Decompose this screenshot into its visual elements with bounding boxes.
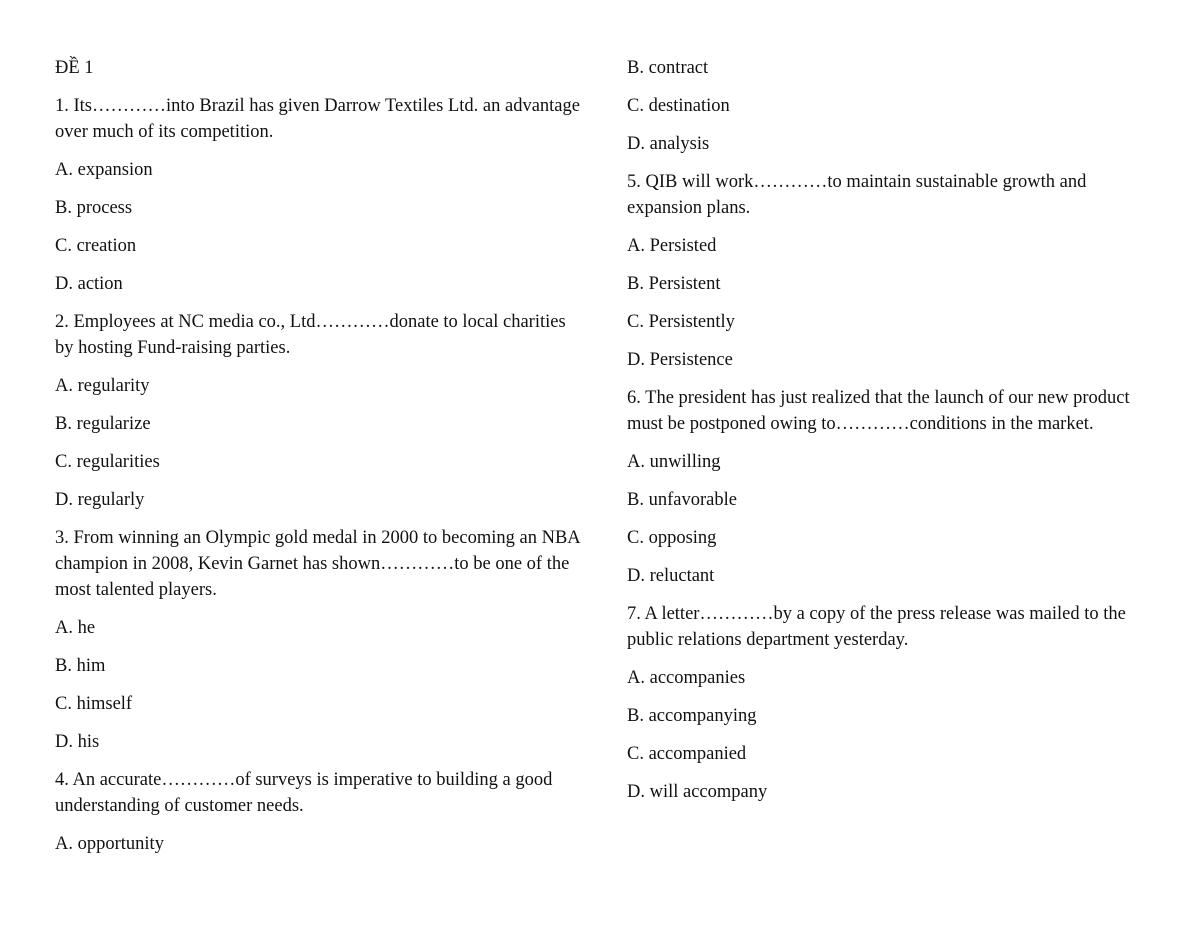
q5-option-d: D. Persistence <box>627 350 733 370</box>
q4-option-d: D. analysis <box>627 134 710 154</box>
question-1: 1. Its…………into Brazil has given Darrow Textiles Ltd. an advantage over much of its competition. <box>55 96 580 142</box>
q7-option-c: C. accompanied <box>627 744 747 764</box>
q6-option-b: B. unfavorable <box>627 490 737 510</box>
q7-option-a: A. accompanies <box>627 668 746 688</box>
q4-option-b: B. contract <box>627 58 709 78</box>
question-2: 2. Employees at NC media co., Ltd…………donate to local charities by hosting Fund-raising parties. <box>55 312 566 358</box>
left-column <box>55 55 580 869</box>
q4-option-c: C. destination <box>627 96 730 116</box>
q1-option-b: B. process <box>55 198 133 218</box>
question-5: 5. QIB will work…………to maintain sustainable growth and expansion plans. <box>627 172 1087 218</box>
right-column <box>627 55 1152 817</box>
question-6: 6. The president has just realized that the launch of our new product must be postponed owing to…………conditions in the market. <box>627 388 1130 434</box>
q7-option-d: D. will accompany <box>627 782 768 802</box>
q5-option-a: A. Persisted <box>627 236 717 256</box>
question-7: 7. A letter…………by a copy of the press release was mailed to the public relations department yesterday. <box>627 604 1126 650</box>
q6-option-d: D. reluctant <box>627 566 715 586</box>
q5-option-b: B. Persistent <box>627 274 721 294</box>
q3-option-a: A. he <box>55 618 96 638</box>
q2-option-a: A. regularity <box>55 376 150 396</box>
page-title: ĐỀ 1 <box>55 58 94 78</box>
q1-option-d: D. action <box>55 274 123 294</box>
q3-option-c: C. himself <box>55 694 133 714</box>
q2-option-d: D. regularly <box>55 490 145 510</box>
q5-option-c: C. Persistently <box>627 312 735 332</box>
q6-option-a: A. unwilling <box>627 452 721 472</box>
question-3: 3. From winning an Olympic gold medal in 2000 to becoming an NBA champion in 2008, Kevin Garnet has shown…………to be one of the most talented players. <box>55 528 580 600</box>
q2-option-b: B. regularize <box>55 414 151 434</box>
q4-option-a: A. opportunity <box>55 834 164 854</box>
q3-option-b: B. him <box>55 656 106 676</box>
q3-option-d: D. his <box>55 732 100 752</box>
question-4: 4. An accurate…………of surveys is imperative to building a good understanding of customer needs. <box>55 770 553 816</box>
q2-option-c: C. regularities <box>55 452 160 472</box>
q6-option-c: C. opposing <box>627 528 717 548</box>
q1-option-a: A. expansion <box>55 160 153 180</box>
q7-option-b: B. accompanying <box>627 706 757 726</box>
q1-option-c: C. creation <box>55 236 137 256</box>
